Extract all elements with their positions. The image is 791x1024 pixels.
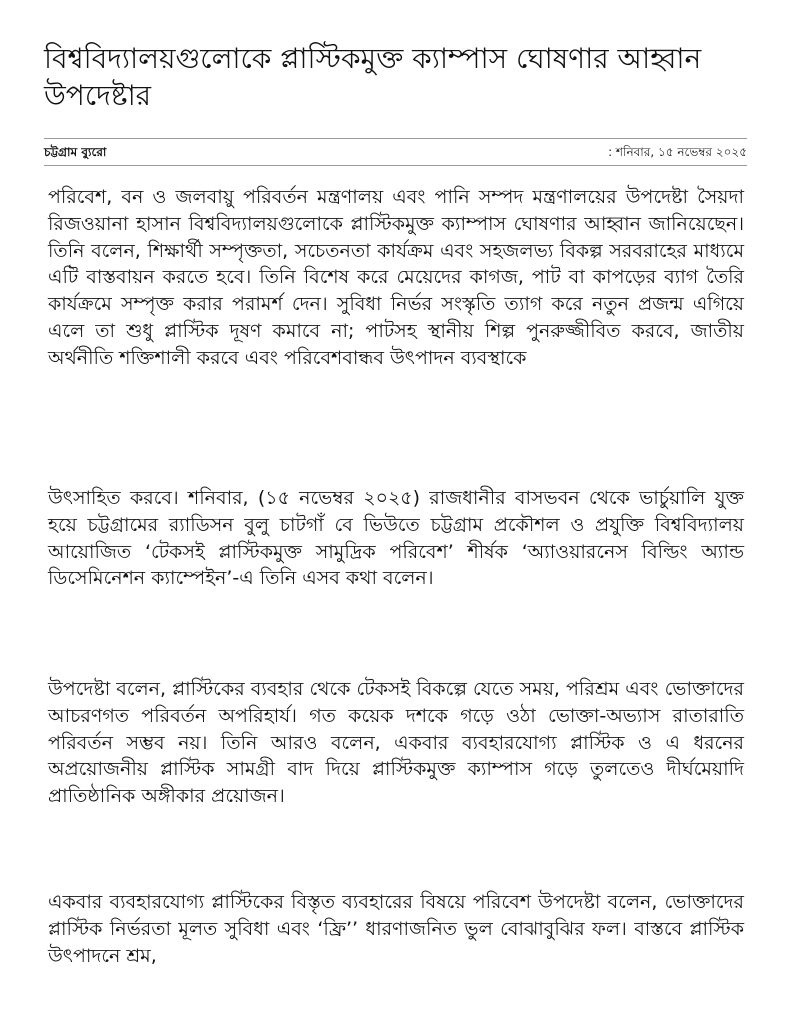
paragraph-text: উৎসাহিত করবে। শনিবার, (১৫ নভেম্বর ২০২৫) রাজধানীর বাসভবন থেকে ভার্চুয়ালি যুক্ত হয়ে চট্টগ্রামের র‍্যাডিসন বুলু চাটগাঁ বে ভিউতে চট্টগ্রাম প্রকৌশল ও প্রযুক্তি বিশ্ববিদ্যালয় আয়োজিত ‘টেকসই প্লাস্টিকমুক্ত সামুদ্রিক পরিবেশ’ শীর্ষক ‘অ্যাওয়ারনেস বিল্ডিং অ্যান্ড ডিসেমিনেশন ক্যাম্পেইন’-এ তিনি এসব কথা বলেন।: [48, 487, 744, 590]
article-byline: চট্টগ্রাম ব্যুরো: [44, 145, 107, 159]
article-paragraph-2: [48, 485, 744, 592]
paragraph-text: একবার ব্যবহারযোগ্য প্লাস্টিকের বিস্তৃত ব্যবহারের বিষয়ে পরিবেশ উপদেষ্টা বলেন, ভোক্তাদের প্লাস্টিক নির্ভরতা মূলত সুবিধা এবং ‘ফ্রি’’ ধারণাজনিত ভুল বোঝাবুঝির ফল। বাস্তবে প্লাস্টিক উৎপাদনে শ্রম,: [48, 891, 744, 967]
meta-top-divider: [44, 138, 747, 139]
article-headline: বিশ্ববিদ্যালয়গুলোকে প্লাস্টিকমুক্ত ক্যাম্পাস ঘোষণার আহ্বান উপদেষ্টার: [44, 42, 702, 112]
article-paragraph-1: [48, 184, 744, 372]
article-paragraph-3: [48, 676, 744, 810]
article-paragraph-4: [48, 889, 744, 969]
article-dateline: : শনিবার, ১৫ নভেম্বর ২০২৫: [608, 145, 747, 159]
article-meta: [44, 142, 747, 162]
paragraph-text: উপদেষ্টা বলেন, প্লাস্টিকের ব্যবহার থেকে টেকসই বিকল্পে যেতে সময়, পরিশ্রম এবং ভোক্তাদের আচরণগত পরিবর্তন অপরিহার্য। গত কয়েক দশকে গড়ে ওঠা ভোক্তা-অভ্যাস রাতারাতি পরিবর্তন সম্ভব নয়। তিনি আরও বলেন, একবার ব্যবহারযোগ্য প্লাস্টিক ও এ ধরনের অপ্রয়োজনীয় প্লাস্টিক সামগ্রী বাদ দিয়ে প্লাস্টিকমুক্ত ক্যাম্পাস গড়ে তুলতেও দীর্ঘমেয়াদি প্রাতিষ্ঠানিক অঙ্গীকার প্রয়োজন।: [48, 678, 744, 808]
meta-bottom-divider: [44, 165, 747, 166]
paragraph-text: পরিবেশ, বন ও জলবায়ু পরিবর্তন মন্ত্রণালয় এবং পানি সম্পদ মন্ত্রণালয়ের উপদেষ্টা সৈয়দা রিজওয়ানা হাসান বিশ্ববিদ্যালয়গুলোকে প্লাস্টিকমুক্ত ক্যাম্পাস ঘোষণার আহ্বান জানিয়েছেন। তিনি বলেন, শিক্ষার্থী সম্পৃক্ততা, সচেতনতা কার্যক্রম এবং সহজলভ্য বিকল্প সরবরাহের মাধ্যমে এটি বাস্তবায়ন করতে হবে। তিনি বিশেষ করে মেয়েদের কাগজ, পাট বা কাপড়ের ব্যাগ তৈরি কার্যক্রমে সম্পৃক্ত করার পরামর্শ দেন। সুবিধা নির্ভর সংস্কৃতি ত্যাগ করে নতুন প্রজন্ম এগিয়ে এলে তা শুধু প্লাস্টিক দূষণ কমাবে না; পাটসহ স্থানীয় শিল্প পুনরুজ্জীবিত করবে, জাতীয় অর্থনীতি শক্তিশালী করবে এবং পরিবেশবান্ধব উৎপাদন ব্যবস্থাকে: [48, 186, 744, 369]
